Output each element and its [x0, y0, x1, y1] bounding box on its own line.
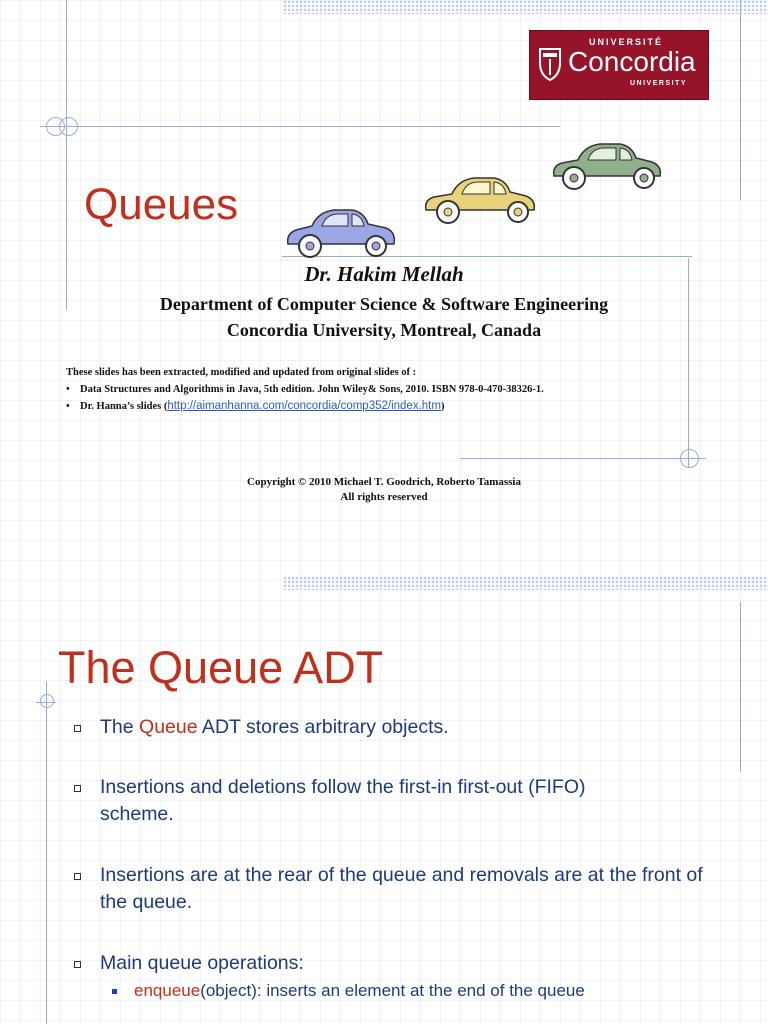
bullet-square-icon: [74, 785, 81, 792]
decorative-line: [740, 0, 741, 200]
car-yellow-icon: [420, 170, 540, 230]
logo-bottom-text: UNIVERSITY: [630, 80, 688, 87]
reference-bullet: •: [66, 384, 70, 395]
bullet-item: [100, 862, 710, 916]
decorative-dot-bar: [283, 576, 768, 590]
reference-text-end: ): [440, 401, 445, 412]
reference-link[interactable]: http://aimanhanna.com/concordia/comp352/index.htm: [167, 400, 441, 412]
university-name: Concordia University, Montreal, Canada: [226, 320, 542, 340]
reference-bullet: •: [66, 401, 70, 412]
sub-bullet-text: (object): inserts an element at the end of the queue: [200, 981, 585, 1000]
decorative-ring: [40, 694, 54, 708]
concordia-logo: [529, 30, 709, 100]
slide-title: Queues: [84, 180, 239, 229]
bullet-square-icon: [74, 961, 81, 968]
reference-text: Data Structures and Algorithms in Java, 5th edition. John Wiley& Sons, 2010. ISBN 978-0-470-38326-1.: [80, 384, 544, 395]
queue-adt-slide: [0, 512, 768, 1024]
author-name: Dr. Hakim Mellah: [304, 262, 464, 286]
decorative-line: [460, 458, 706, 459]
reference-text: Dr. Hanna’s slides (: [80, 401, 168, 412]
rights-line: All rights reserved: [340, 491, 428, 503]
bullet-text: The: [100, 716, 140, 738]
department-name: Department of Computer Science & Software Engineering: [159, 294, 609, 314]
car-green-icon: [548, 138, 666, 196]
copyright-line: Copyright © 2010 Michael T. Goodrich, Roberto Tamassia: [247, 476, 521, 488]
reference-item: [66, 384, 544, 395]
source-note: These slides has been extracted, modified and updated from original slides of :: [66, 367, 417, 378]
bullet-item: [100, 774, 660, 828]
reference-item: [66, 400, 444, 412]
decorative-dot-bar: [283, 0, 768, 14]
concordia-crest-icon: [538, 45, 562, 83]
bullet-text: Main queue operations:: [100, 952, 304, 974]
bullet-text: ADT stores arbitrary objects.: [197, 716, 449, 738]
bullet-keyword: Queue: [139, 716, 198, 738]
decorative-ring: [680, 449, 699, 468]
bullet-text: Insertions are at the rear of the queue and removals are at the front of the queue.: [100, 864, 703, 913]
logo-main-text: Concordia: [568, 46, 696, 77]
car-blue-icon: [282, 200, 400, 262]
logo-top-text: UNIVERSITÉ: [589, 37, 664, 47]
decorative-line: [40, 126, 560, 127]
sub-bullet-item: [134, 981, 585, 1001]
bullet-square-icon: [74, 725, 81, 732]
bullet-item: [100, 714, 720, 741]
sub-bullet-square-icon: [112, 989, 117, 994]
bullet-square-icon: [74, 873, 81, 880]
slide-title: The Queue ADT: [58, 642, 384, 693]
bullet-text: Insertions and deletions follow the first-in first-out (FIFO) scheme.: [100, 776, 586, 825]
decorative-line: [740, 602, 741, 772]
decorative-line: [688, 258, 689, 468]
bullet-item: [100, 950, 720, 977]
decorative-line: [46, 682, 47, 1024]
sub-bullet-keyword: enqueue: [134, 981, 201, 1000]
decorative-ring: [46, 117, 65, 136]
